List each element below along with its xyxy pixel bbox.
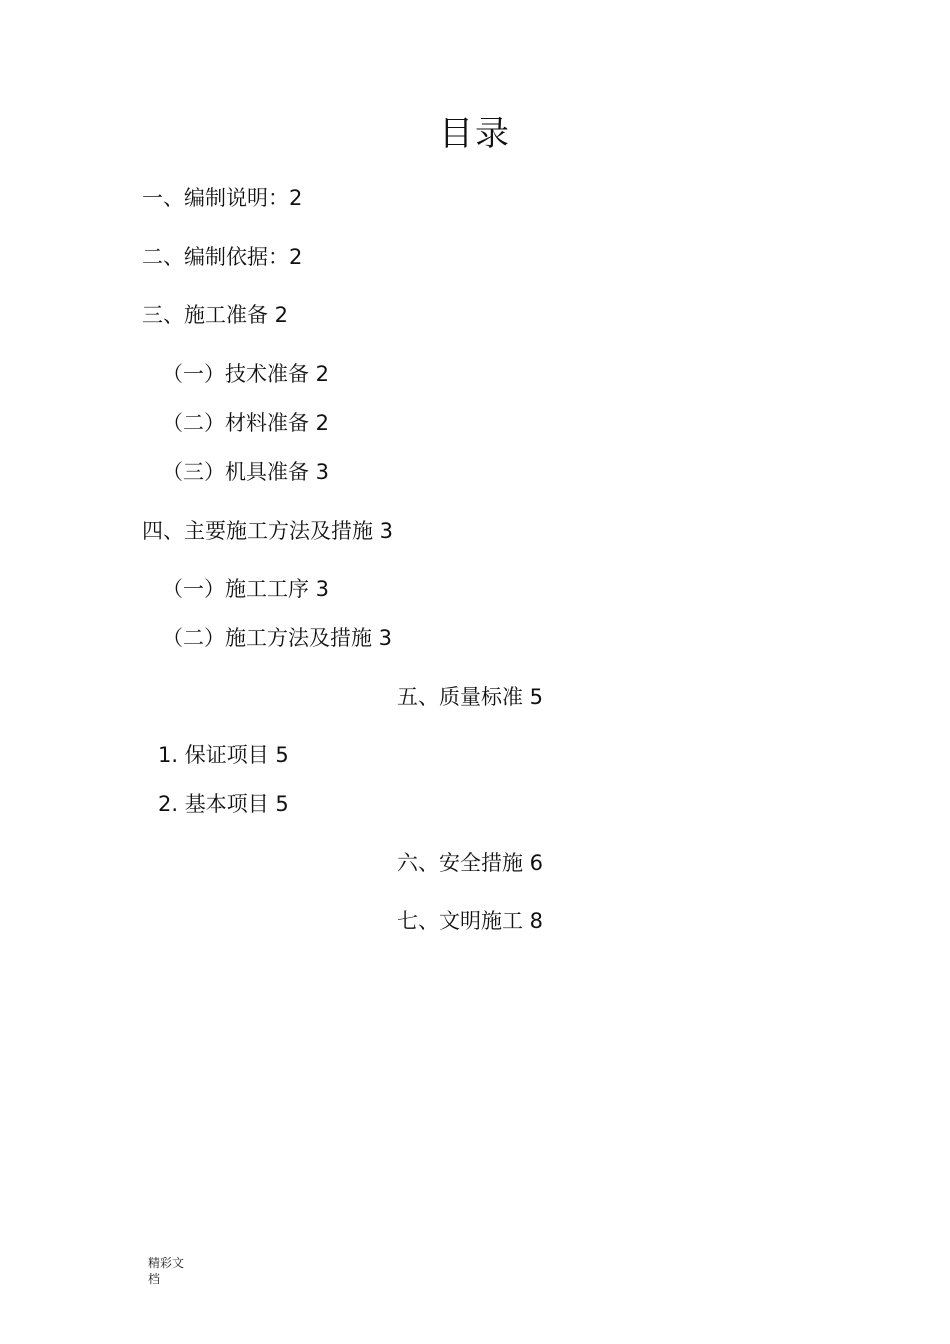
toc-entry-section-6: 六、安全措施 6: [397, 851, 544, 875]
footer-line-1: 精彩文: [148, 1256, 185, 1270]
toc-entry-section-3-1: （一）技术准备 2: [162, 362, 330, 386]
toc-entry-section-3: 三、施工准备 2: [142, 303, 289, 327]
footer-watermark: [148, 1255, 196, 1287]
footer-line-2: 档: [148, 1272, 161, 1286]
toc-entry-section-2: 二、编制依据：2: [142, 245, 303, 269]
toc-entry-section-4-2: （二）施工方法及措施 3: [162, 626, 393, 650]
toc-entry-section-4: 四、主要施工方法及措施 3: [142, 519, 394, 543]
toc-entry-section-3-3: （三）机具准备 3: [162, 460, 330, 484]
toc-entry-section-3-2: （二）材料准备 2: [162, 411, 330, 435]
toc-entry-section-5-1: 1. 保证项目 5: [158, 743, 289, 767]
toc-entry-section-5-2: 2. 基本项目 5: [158, 792, 289, 816]
page-title: 目录: [439, 114, 511, 154]
toc-entry-section-7: 七、文明施工 8: [397, 909, 544, 933]
toc-entry-section-1: 一、编制说明：2: [142, 186, 303, 210]
toc-entry-section-4-1: （一）施工工序 3: [162, 577, 330, 601]
toc-entry-section-5: 五、质量标准 5: [397, 685, 544, 709]
